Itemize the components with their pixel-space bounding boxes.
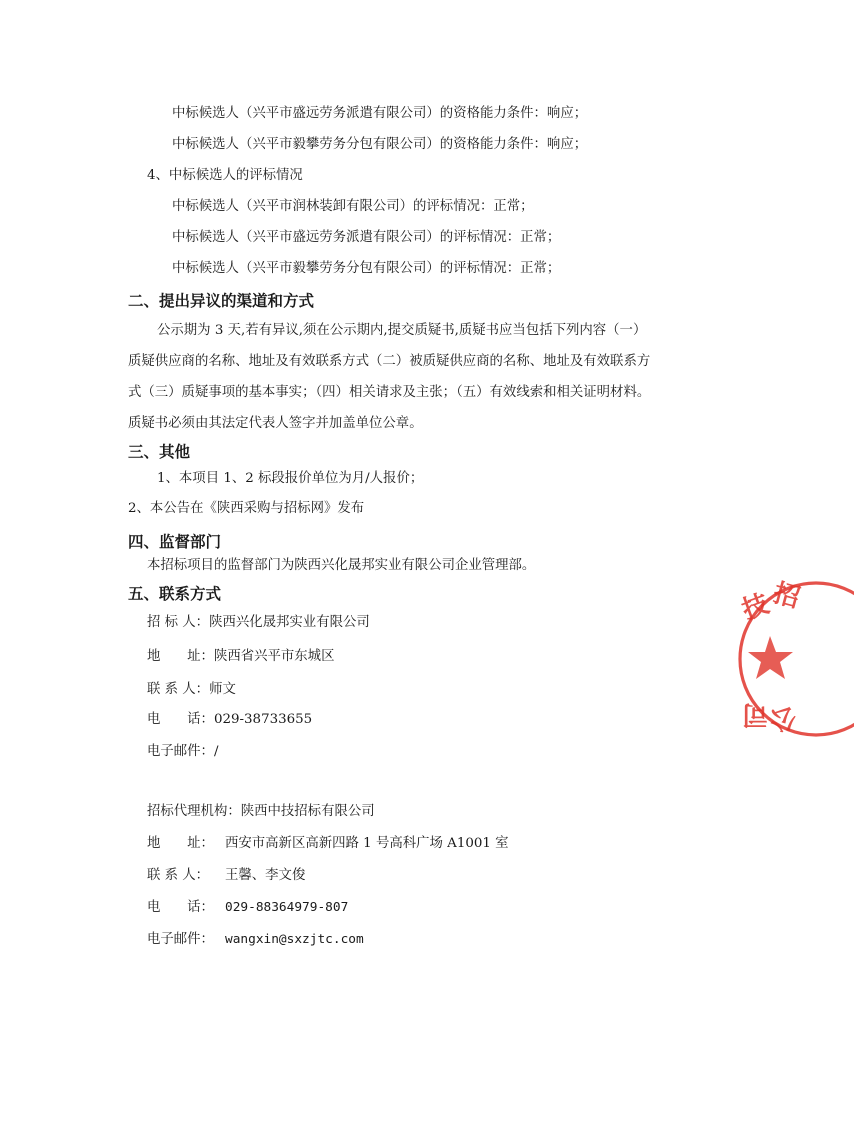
- evaluation-subheading: 4、中标候选人的评标情况: [147, 168, 303, 183]
- tenderer-address: 陕西省兴平市东城区: [213, 649, 335, 664]
- field-label: 联 系 人：: [147, 682, 210, 697]
- field-label: 电 话：: [147, 900, 214, 915]
- contact-heading: 五、联系方式: [128, 585, 222, 603]
- field-label: 电子邮件：: [147, 744, 214, 759]
- objection-heading: 二、提出异议的渠道和方式: [128, 292, 315, 310]
- other-heading: 三、其他: [128, 443, 191, 461]
- tenderer-contact-person: 师文: [209, 682, 236, 697]
- evaluation-line-runlin: 中标候选人（兴平市润林装卸有限公司）的评标情况：正常；: [172, 199, 534, 214]
- seal-graphic: [734, 574, 854, 744]
- objection-paragraph-line: 公示期为 3 天,若有异议,须在公示期内,提交质疑书,质疑书应当包括下列内容（一）: [157, 323, 647, 338]
- tenderer-email-row: [147, 743, 218, 761]
- supervision-text: 本招标项目的监督部门为陕西兴化晟邦实业有限公司企业管理部。: [147, 558, 536, 573]
- company-seal-stamp: [734, 574, 854, 744]
- evaluation-line-yipan: 中标候选人（兴平市毅攀劳务分包有限公司）的评标情况：正常；: [172, 261, 561, 276]
- field-label: 地 址：: [147, 649, 214, 664]
- agency-address: 西安市高新区高新四路 1 号高科广场 A1001 室: [225, 836, 509, 851]
- agency-phone-row: [147, 899, 348, 917]
- tenderer-name-row: [147, 614, 370, 632]
- other-item-1: 1、本项目 1、2 标段报价单位为月/人报价；: [157, 471, 424, 486]
- tenderer-contact-row: [147, 681, 236, 699]
- agency-phone: 029-88364979-807: [225, 900, 349, 915]
- seal-char: 技: [738, 588, 773, 627]
- objection-paragraph-line: 质疑书必须由其法定代表人签字并加盖单位公章。: [128, 416, 423, 431]
- field-label: 电 话：: [147, 712, 214, 727]
- objection-paragraph-line: 式（三）质疑事项的基本事实；（四）相关请求及主张；（五）有效线索和相关证明材料。: [128, 385, 651, 400]
- seal-char: 公: [767, 701, 799, 736]
- eligibility-line-yipan: 中标候选人（兴平市毅攀劳务分包有限公司）的资格能力条件：响应；: [172, 137, 588, 152]
- tenderer-email: /: [213, 744, 219, 759]
- field-label: 招 标 人：: [147, 615, 210, 630]
- field-label: 联 系 人：: [147, 868, 210, 883]
- field-label: 地 址：: [147, 836, 214, 851]
- agency-email-row: [147, 931, 364, 949]
- agency-name: 陕西中技招标有限公司: [240, 804, 375, 819]
- agency-address-row: [147, 835, 509, 853]
- objection-paragraph-line: 质疑供应商的名称、地址及有效联系方式（二）被质疑供应商的名称、地址及有效联系方: [128, 354, 651, 369]
- agency-contact-row: [147, 867, 305, 885]
- tenderer-address-row: [147, 648, 334, 666]
- seal-char: 招: [770, 578, 803, 615]
- tenderer-phone-row: [147, 711, 312, 729]
- evaluation-line-shengyuan: 中标候选人（兴平市盛远劳务派遣有限公司）的评标情况：正常；: [172, 230, 561, 245]
- agency-name-row: [147, 803, 375, 821]
- agency-email: wangxin@sxzjtc.com: [225, 932, 364, 947]
- other-item-2: 2、本公告在《陕西采购与招标网》发布: [128, 501, 365, 516]
- seal-char: 司: [741, 699, 768, 729]
- field-label: 招标代理机构：: [147, 804, 241, 819]
- eligibility-line-shengyuan: 中标候选人（兴平市盛远劳务派遣有限公司）的资格能力条件：响应；: [172, 106, 588, 121]
- field-label: 电子邮件：: [147, 932, 214, 947]
- agency-contact-person: 王馨、李文俊: [225, 868, 306, 883]
- tenderer-phone: 029-38733655: [213, 712, 313, 727]
- supervision-heading: 四、监督部门: [128, 533, 222, 551]
- tenderer-name: 陕西兴化晟邦实业有限公司: [209, 615, 370, 630]
